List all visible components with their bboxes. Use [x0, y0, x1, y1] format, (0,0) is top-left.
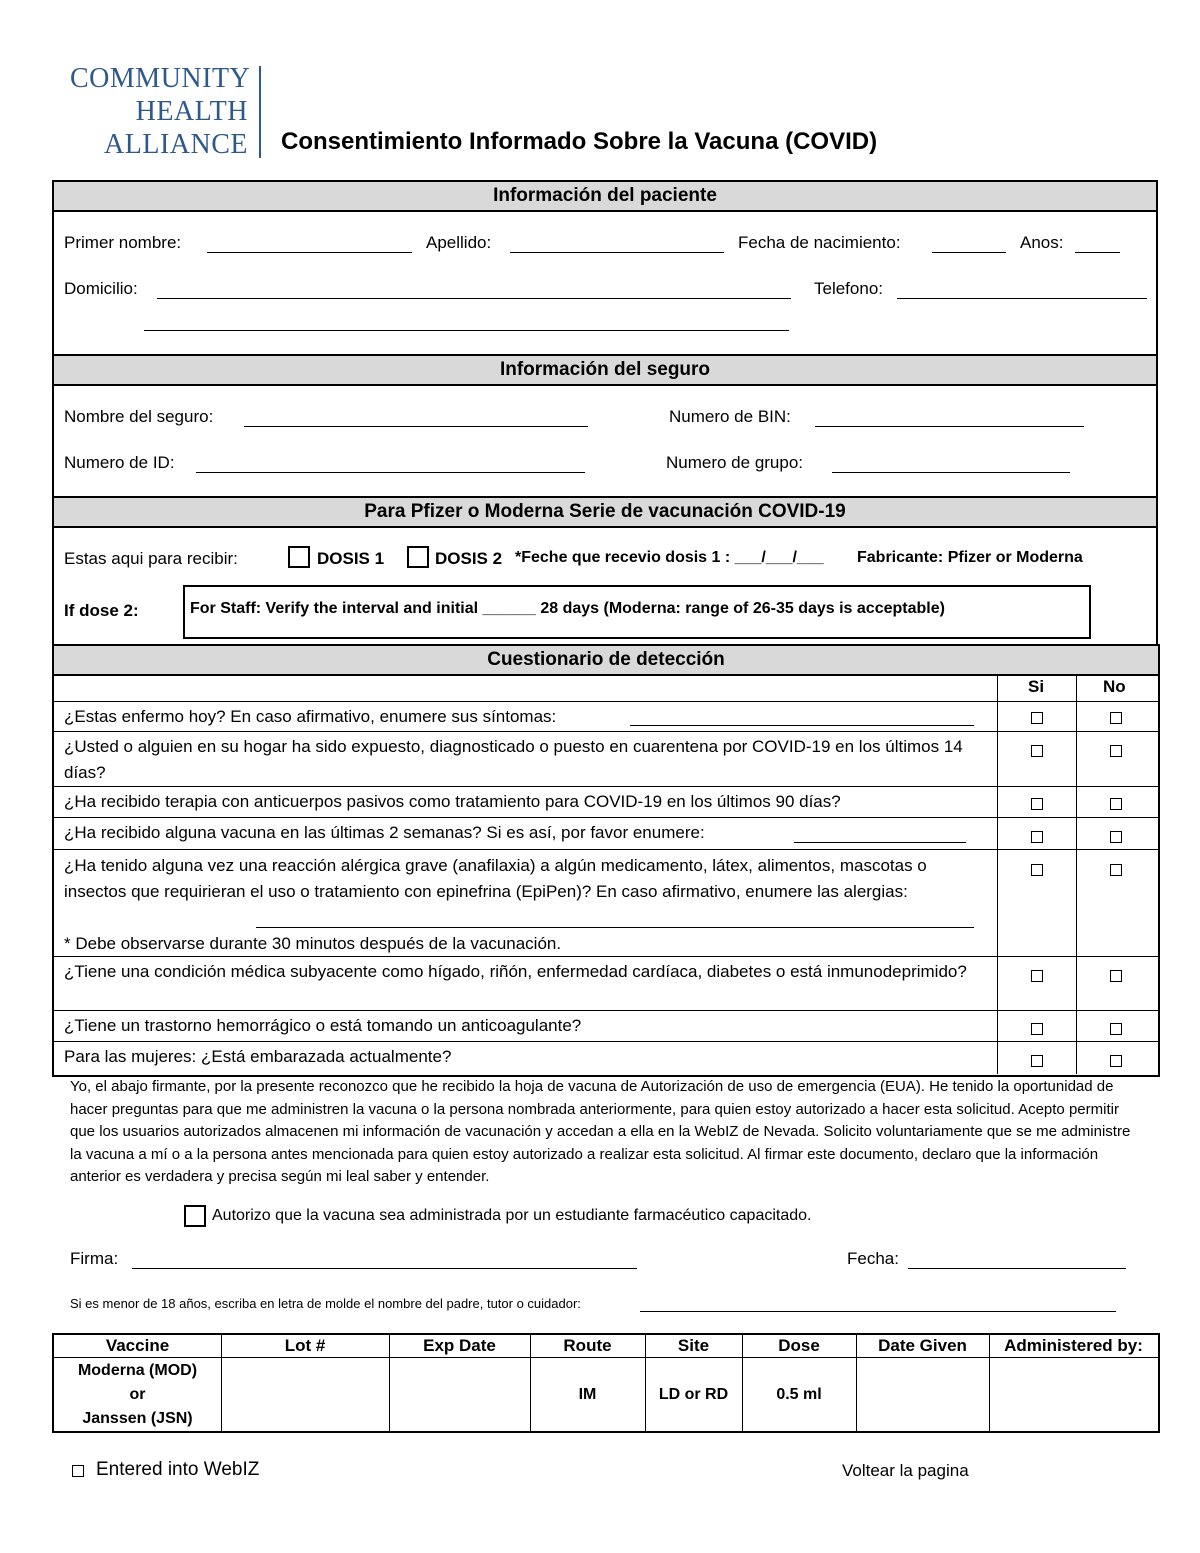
- dose2-checkbox[interactable]: [407, 546, 429, 568]
- consent-text: Yo, el abajo firmante, por la presente reconozco que he recibido la hoja de vacuna de Autorización de uso de emergencia (EUA). He tenido la oportunidad de hacer preguntas para que me administren la vacuna o la persona nombrada anteriormente, para quien estoy autorizado a hacer esta solicitud. Acepto permitir que los usuarios autorizados almacenen mi información de vacunación y accedan a ella en la WebIZ de Nevada. Solicito voluntariamente que se me administre la vacuna a mí o a la persona antes mencionada para quien estoy autorizado a realizar esta solicitud. Al firmar este documento, declaro que la información anterior es verdadera y precisa según mi leal saber y entender.: [70, 1078, 1131, 1185]
- screening-header: Cuestionario de detección: [52, 644, 1160, 676]
- q7-yes-checkbox[interactable]: [1031, 1023, 1043, 1035]
- phone-field[interactable]: [897, 298, 1147, 299]
- minor-note: Si es menor de 18 años, escriba en letra de molde el nombre del padre, tutor o cuidador:: [70, 1296, 581, 1311]
- first-name-label: Primer nombre:: [64, 233, 182, 252]
- question-2: ¿Usted o alguien en su hogar ha sido expuesto, diagnosticado o puesto en cuarentena por COVID-19 en los últimos 14 días?: [64, 737, 963, 782]
- q6-yes-checkbox[interactable]: [1031, 970, 1043, 982]
- guardian-name-field[interactable]: [640, 1311, 1116, 1312]
- vaccine-line1: Moderna (MOD): [77, 1362, 198, 1379]
- logo: [70, 62, 251, 161]
- dob-label: Fecha de nacimiento:: [738, 233, 901, 252]
- signature-label: Firma:: [70, 1249, 119, 1268]
- q4-no-checkbox[interactable]: [1110, 831, 1122, 843]
- allergy-note: * Debe observarse durante 30 minutos después de la vacunación.: [64, 934, 562, 953]
- receive-label: Estas aqui para recibir:: [64, 549, 238, 568]
- header-exp-date: Exp Date: [423, 1336, 496, 1355]
- webiz-checkbox[interactable]: [72, 1465, 84, 1477]
- question-6: ¿Tiene una condición médica subyacente como hígado, riñón, enfermedad cardíaca, diabetes o está inmunodeprimido?: [64, 962, 967, 981]
- header-lot: Lot #: [284, 1336, 326, 1355]
- allergies-field[interactable]: [256, 927, 974, 928]
- question-3: ¿Ha recibido terapia con anticuerpos pasivos como tratamiento para COVID-19 en los últimos 90 días?: [64, 792, 841, 811]
- patient-header: Información del paciente: [52, 180, 1158, 212]
- header-administered-by: Administered by:: [1004, 1336, 1143, 1355]
- group-field[interactable]: [832, 472, 1070, 473]
- insurance-header: Información del seguro: [52, 354, 1158, 386]
- webiz-label: Entered into WebIZ: [96, 1459, 260, 1480]
- turn-page-label: Voltear la pagina: [842, 1461, 969, 1480]
- symptoms-field[interactable]: [630, 725, 974, 726]
- admin-table-row-line: [54, 1357, 1158, 1358]
- student-consent-label: Autorizo que la vacuna sea administrada por un estudiante farmacéutico capacitado.: [212, 1207, 812, 1224]
- row-line: [52, 1010, 1158, 1011]
- last-name-label: Apellido:: [426, 233, 492, 252]
- q8-yes-checkbox[interactable]: [1031, 1055, 1043, 1067]
- if-dose2-label: If dose 2:: [64, 601, 139, 620]
- address-label: Domicilio:: [64, 279, 138, 298]
- page-title: Consentimiento Informado Sobre la Vacuna (COVID): [281, 128, 878, 155]
- q1-no-checkbox[interactable]: [1110, 712, 1122, 724]
- admin-table: [52, 1333, 1160, 1433]
- age-label: Anos:: [1020, 233, 1064, 252]
- vaccine-line3: Janssen (JSN): [82, 1410, 193, 1427]
- header-vaccine: Vaccine: [105, 1336, 170, 1355]
- no-column-divider: [1076, 674, 1077, 1074]
- first-name-field[interactable]: [207, 252, 412, 253]
- date-given-cell[interactable]: [856, 1359, 989, 1431]
- q2-no-checkbox[interactable]: [1110, 745, 1122, 757]
- q2-yes-checkbox[interactable]: [1031, 745, 1043, 757]
- q7-no-checkbox[interactable]: [1110, 1023, 1122, 1035]
- manufacturer-label: Fabricante: Pfizer or Moderna: [857, 549, 1083, 566]
- student-consent-checkbox[interactable]: [184, 1205, 206, 1227]
- q8-no-checkbox[interactable]: [1110, 1055, 1122, 1067]
- no-header: No: [1103, 677, 1126, 696]
- yes-column-divider: [997, 674, 998, 1074]
- question-5: ¿Ha tenido alguna vez una reacción alérgica grave (anafilaxia) a algún medicamento, látex, alimentos, mascotas o insectos que requirieran el uso o tratamiento con epinefrina (EpiPen)? En caso afirmativo, enumere las alergias:: [64, 856, 927, 901]
- q4-yes-checkbox[interactable]: [1031, 831, 1043, 843]
- staff-note: For Staff: Verify the interval and initial ______ 28 days (Moderna: range of 26-35 days is acceptable): [190, 600, 945, 617]
- row-line: [52, 786, 1158, 787]
- question-8: Para las mujeres: ¿Está embarazada actualmente?: [64, 1047, 452, 1066]
- logo-line2: HEALTH: [135, 96, 248, 127]
- question-7: ¿Tiene un trastorno hemorrágico o está tomando un anticoagulante?: [64, 1016, 582, 1035]
- header-site: Site: [677, 1336, 710, 1355]
- age-field[interactable]: [1075, 252, 1120, 253]
- route-cell: IM: [578, 1386, 597, 1403]
- vaccine-line2: or: [129, 1386, 146, 1403]
- dose1-checkbox[interactable]: [288, 546, 310, 568]
- yes-header: Si: [1028, 677, 1045, 696]
- row-line: [52, 731, 1158, 732]
- logo-line1: COMMUNITY: [70, 63, 251, 94]
- address-field[interactable]: [157, 298, 791, 299]
- header-route: Route: [563, 1336, 612, 1355]
- insurance-name-field[interactable]: [244, 426, 588, 427]
- question-4: ¿Ha recibido alguna vacuna en las últimas 2 semanas? Si es así, por favor enumere:: [64, 823, 705, 842]
- header-dose: Dose: [778, 1336, 820, 1355]
- bin-field[interactable]: [815, 426, 1084, 427]
- dob-field[interactable]: [932, 252, 1006, 253]
- row-line: [52, 817, 1158, 818]
- lot-cell[interactable]: [221, 1359, 389, 1431]
- header-date-given: Date Given: [878, 1336, 967, 1355]
- row-line: [52, 701, 1158, 702]
- id-label: Numero de ID:: [64, 453, 175, 472]
- q3-no-checkbox[interactable]: [1110, 798, 1122, 810]
- q6-no-checkbox[interactable]: [1110, 970, 1122, 982]
- recent-vaccines-field[interactable]: [794, 842, 966, 843]
- q5-yes-checkbox[interactable]: [1031, 864, 1043, 876]
- signature-field[interactable]: [132, 1268, 637, 1269]
- dose1-label: DOSIS 1: [317, 549, 385, 568]
- logo-line3: ALLIANCE: [104, 129, 248, 160]
- q1-yes-checkbox[interactable]: [1031, 712, 1043, 724]
- row-line: [52, 1041, 1158, 1042]
- insurance-name-label: Nombre del seguro:: [64, 407, 214, 426]
- group-label: Numero de grupo:: [666, 453, 804, 472]
- dose-cell: 0.5 ml: [776, 1386, 822, 1403]
- question-1: ¿Estas enfermo hoy? En caso afirmativo, enumere sus síntomas:: [64, 707, 557, 726]
- phone-label: Telefono:: [814, 279, 883, 298]
- site-cell: LD or RD: [658, 1386, 729, 1403]
- last-name-field[interactable]: [510, 252, 724, 253]
- series-header: Para Pfizer o Moderna Serie de vacunación COVID-19: [52, 496, 1158, 528]
- bin-label: Numero de BIN:: [669, 407, 791, 426]
- q3-yes-checkbox[interactable]: [1031, 798, 1043, 810]
- administered-by-cell[interactable]: [989, 1359, 1158, 1431]
- exp-date-cell[interactable]: [389, 1359, 530, 1431]
- logo-divider: [259, 66, 261, 158]
- q5-no-checkbox[interactable]: [1110, 864, 1122, 876]
- address-field-line2[interactable]: [144, 330, 789, 331]
- date-field[interactable]: [908, 1268, 1126, 1269]
- vaccine-cell: [54, 1359, 221, 1431]
- id-field[interactable]: [196, 472, 585, 473]
- row-line: [52, 849, 1158, 850]
- dose2-label: DOSIS 2: [435, 549, 503, 568]
- date-label: Fecha:: [847, 1249, 899, 1268]
- dose1-date-label: *Feche que recevio dosis 1 : ___/___/___: [515, 549, 824, 566]
- row-line: [52, 674, 1158, 675]
